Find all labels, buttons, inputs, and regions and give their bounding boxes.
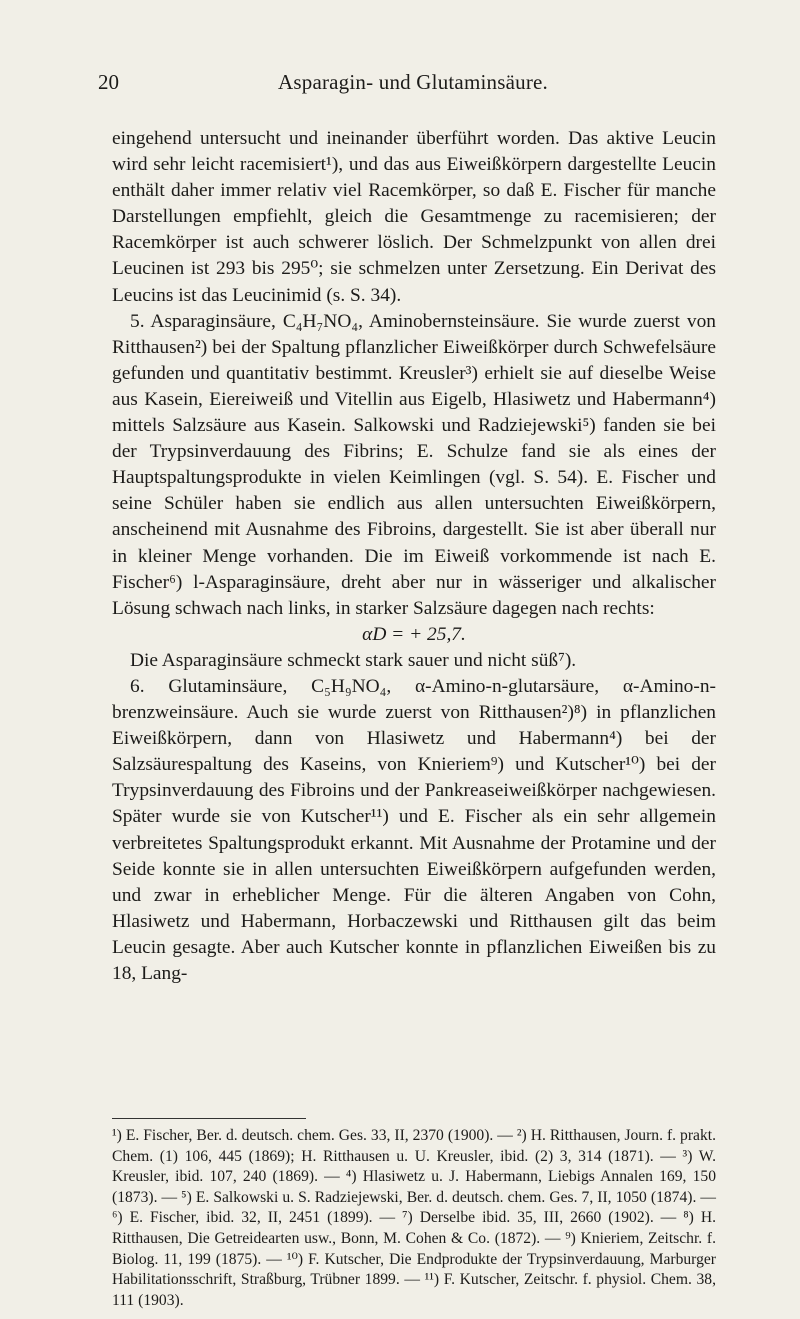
footnote-text: ¹) E. Fischer, Ber. d. deutsch. chem. Ges. 33, II, 2370 (1900). — ²) H. Ritthausen, Journ. f. prakt. Chem. (1) 106, 445 (1869); H. Ritthausen u. U. Kreusler, ibid. (2) 3, 314 (1871). — ³) W. Kreusler, ibid. 107, 240 (1869). — ⁴) Hlasiwetz u. J. Habermann, Liebigs Annalen 169, 150 (1873). — ⁵) E. Salkowski u. S. Radziejewski, Ber. d. deutsch. chem. Ges. 7, II, 1050 (1874). — ⁶) E. Fischer, ibid. 32, II, 2451 (1899). — ⁷) Derselbe ibid. 35, III, 2660 (1902). — ⁸) H. Ritthausen, Die Getreidearten usw., Bonn, M. Cohen & Co. (1872). — ⁹) Knieriem, Zeitschr. f. Biolog. 11, 199 (1875). — ¹⁰) F. Kutscher, Die Endprodukte der Trypsinverdauung, Marburger Habilitationsschrift, Straßburg, Trübner 1899. — ¹¹) F. Kutscher, Zeitschr. f. physiol. Chem. 38, 111 (1903). <box>112 1127 716 1309</box>
page-number: 20 <box>98 70 119 94</box>
rotation-formula: αD = + 25,7. <box>362 623 466 645</box>
running-head: Asparagin- und Glutaminsäure. <box>278 70 548 94</box>
footnotes <box>112 1126 716 1311</box>
paragraph-glutaminsaeure: 6. Glutaminsäure, C₅H₉NO₄, α-Amino-n-glutarsäure, α-Amino-n-brenzweinsäure. Auch sie wurde zuerst von Ritthausen²)⁸) in pflanzlichen Eiweißkörpern, dann von Hlasiwetz und Habermann⁴) bei der Salzsäurespaltung des Kaseins, von Knieriem⁹) und Kutscher¹⁰) bei der Trypsinverdauung des Fibroins und der Pankreaseiweißkörper nachgewiesen. Später wurde sie von Kutscher¹¹) und E. Fischer als ein sehr allgemein verbreitetes Spaltungsprodukt erkannt. Mit Ausnahme der Protamine und der Seide konnte sie in allen untersuchten Eiweißkörpern aufgefunden werden, und zwar in erheblicher Menge. Für die älteren Angaben von Cohn, Hlasiwetz und Habermann, Horbaczewski und Ritthausen gilt das beim Leucin gesagte. Aber auch Kutscher konnte in pflanzlichen Eiweißen bis zu 18, Lang- <box>112 675 716 984</box>
paragraph-leucin: eingehend untersucht und ineinander überführt worden. Das aktive Leucin wird sehr leicht racemisiert¹), und das aus Eiweißkörpern dargestellte Leucin enthält daher immer relativ viel Racemkörper, so daß E. Fischer für manche Darstellungen empfiehlt, gleich die Gesamtmenge zu racemisieren; der Racemkörper ist auch schwerer löslich. Der Schmelzpunkt von allen drei Leucinen ist 293 bis 295⁰; sie schmelzen unter Zersetzung. Ein Derivat des Leucins ist das Leucinimid (s. S. 34). <box>112 128 716 306</box>
paragraph-asparaginsaeure: 5. Asparaginsäure, C₄H₇NO₄, Aminobernsteinsäure. Sie wurde zuerst von Ritthausen²) bei der Spaltung pflanzlicher Eiweißkörper durch Schwefelsäure gefunden und quantitativ bestimmt. Kreusler³) erhielt sie auf dieselbe Weise aus Kasein, Eiereiweiß und Vitellin aus Eigelb, Hlasiwetz und Habermann⁴) mittels Salzsäure aus Kasein. Salkowski und Radziejewski⁵) fanden sie bei der Trypsinverdauung des Fibrins; E. Schulze fand sie als eines der Hauptspaltungsprodukte in vielen Keimlingen (vgl. S. 54). E. Fischer und seine Schüler haben sie endlich aus allen untersuchten Eiweißkörpern, anscheinend mit Ausnahme des Fibroins, dargestellt. Sie ist aber überall nur in kleiner Menge vorhanden. Die im Eiweiß vorkommende ist nach E. Fischer⁶) l-Asparaginsäure, dreht aber nur in wässeriger und alkalischer Lösung schwach nach links, in starker Salzsäure dagegen nach rechts: <box>112 310 716 619</box>
footnote-rule <box>112 1118 306 1119</box>
page-header <box>98 70 728 100</box>
paragraph-taste: Die Asparaginsäure schmeckt stark sauer und nicht süß⁷). <box>130 649 577 671</box>
body-text <box>112 126 716 987</box>
